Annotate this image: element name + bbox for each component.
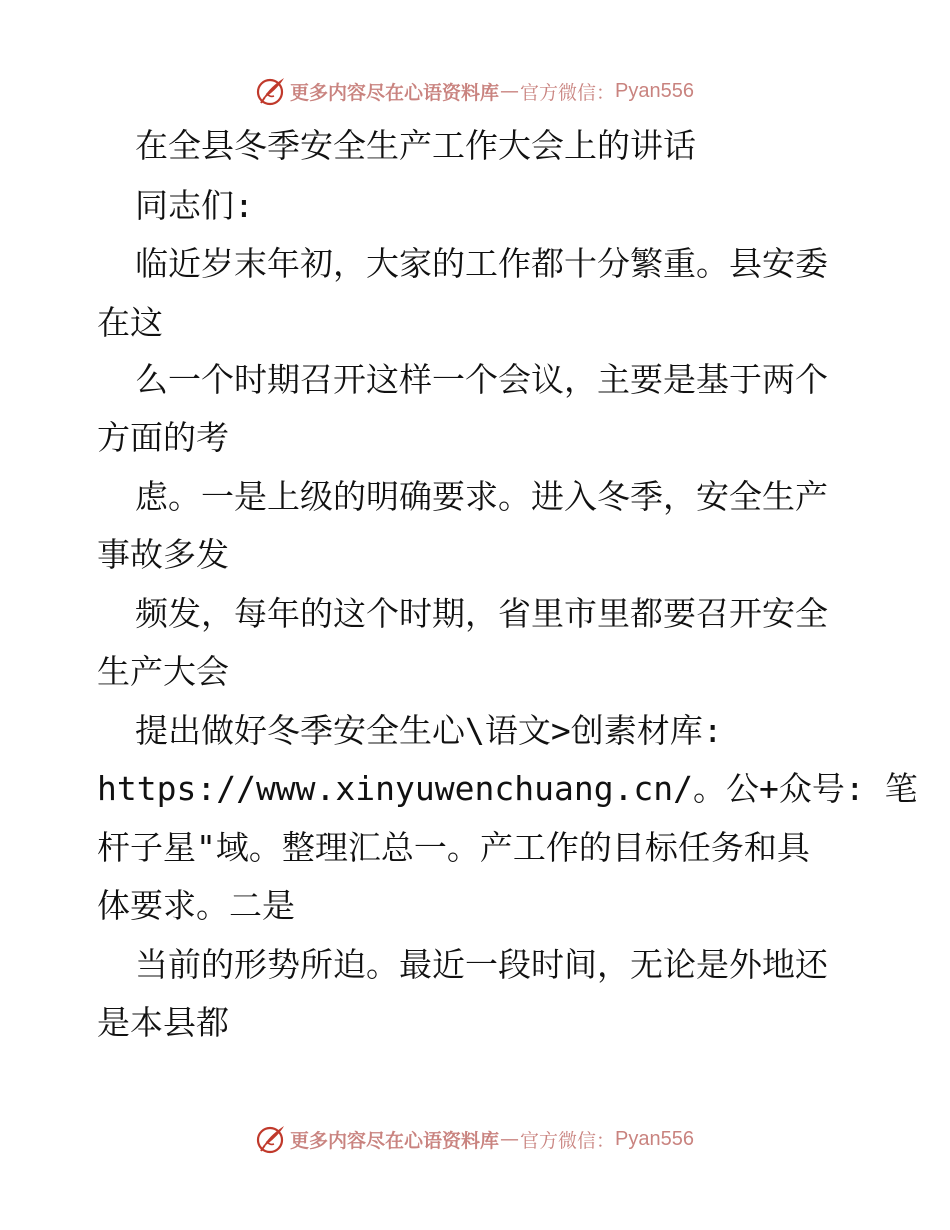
text-line: https://www.xinyuwenchuang.cn/。公+众号: 笔: [97, 769, 918, 808]
text-line: 体要求。二是: [97, 886, 295, 925]
text-line: 杆子星"域。整理汇总一。产工作的目标任务和具: [97, 828, 810, 867]
footer-banner: [0, 1121, 950, 1157]
salutation: 同志们:: [135, 186, 254, 225]
banner-slogan: 更多内容尽在心语资料库: [290, 1129, 500, 1152]
quill-logo-icon: [256, 1124, 286, 1154]
text-line: 虑。一是上级的明确要求。进入冬季，安全生产: [135, 477, 828, 516]
text-line: 生产大会: [97, 652, 229, 691]
text-line: 事故多发: [97, 535, 229, 574]
document-title: 在全县冬季安全生产工作大会上的讲话: [135, 126, 696, 165]
text-line: 是本县都: [97, 1003, 229, 1042]
text-line: 提出做好冬季安全生心\语文>创素材库:: [135, 711, 723, 750]
text-line: 么一个时期召开这样一个会议，主要是基于两个: [135, 360, 828, 399]
text-line: 频发，每年的这个时期，省里市里都要召开安全: [135, 594, 828, 633]
banner-dash: —: [500, 80, 520, 102]
text-line: 当前的形势所迫。最近一段时间，无论是外地还: [135, 945, 828, 984]
quill-logo-icon: [256, 76, 286, 106]
text-line: 方面的考: [97, 418, 229, 457]
banner-slogan: 更多内容尽在心语资料库: [290, 81, 500, 104]
banner-wechat-id: Pyan556: [615, 1127, 694, 1150]
banner-dash: —: [500, 1128, 520, 1150]
banner-wechat-label: 官方微信：: [520, 1129, 616, 1152]
banner-wechat-label: 官方微信：: [520, 81, 616, 104]
text-line: 在这: [97, 303, 163, 342]
banner-wechat-id: Pyan556: [615, 79, 694, 102]
text-line: 临近岁末年初，大家的工作都十分繁重。县安委: [135, 244, 828, 283]
header-banner: [0, 73, 950, 109]
